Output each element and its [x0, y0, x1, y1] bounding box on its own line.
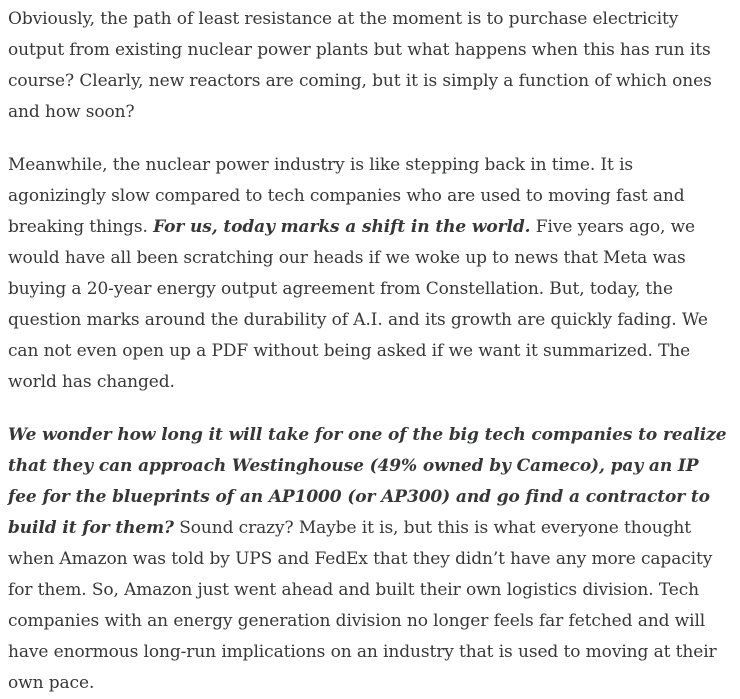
paragraph-3-text-after: Sound crazy? Maybe it is, but this is what everyone thought when Amazon was told by UPS and FedEx that they didn’t have any more capacity for them. So, Amazon just went ahead and built their own logistics division. Tech companies with an energy generation division no longer feels far fetched and will have enormous long-run implications on an industry that is used to moving at their own pace. — [8, 518, 717, 693]
paragraph-3 — [8, 420, 732, 699]
paragraph-2 — [8, 150, 732, 398]
paragraph-2-text-before: Meanwhile, the nuclear power industry is like stepping back in time. It is agonizingly slow compared to tech companies who are used to moving fast and breaking things. — [8, 155, 685, 237]
paragraph-2-emphasis: For us, today marks a shift in the world. — [153, 217, 531, 237]
paragraph-1-text: Obviously, the path of least resistance at the moment is to purchase electricity output from existing nuclear power plants but what happens when this has run its course? Clearly, new reactors are coming, but it is simply a function of which ones and how soon? — [8, 9, 712, 122]
paragraph-1 — [8, 4, 732, 128]
paragraph-3-emphasis: We wonder how long it will take for one of the big tech companies to realize that they can approach Westinghouse (49% owned by Cameco), pay an IP fee for the blueprints of an AP1000 (or AP300) and go find a contractor to build it for them? — [8, 425, 727, 538]
paragraph-2-text-after: Five years ago, we would have all been scratching our heads if we woke up to news that Meta was buying a 20-year energy output agreement from Constellation. But, today, the question marks around the durability of A.I. and its growth are quickly fading. We can not even open up a PDF without being asked if we want it summarized. The world has changed. — [8, 217, 708, 392]
